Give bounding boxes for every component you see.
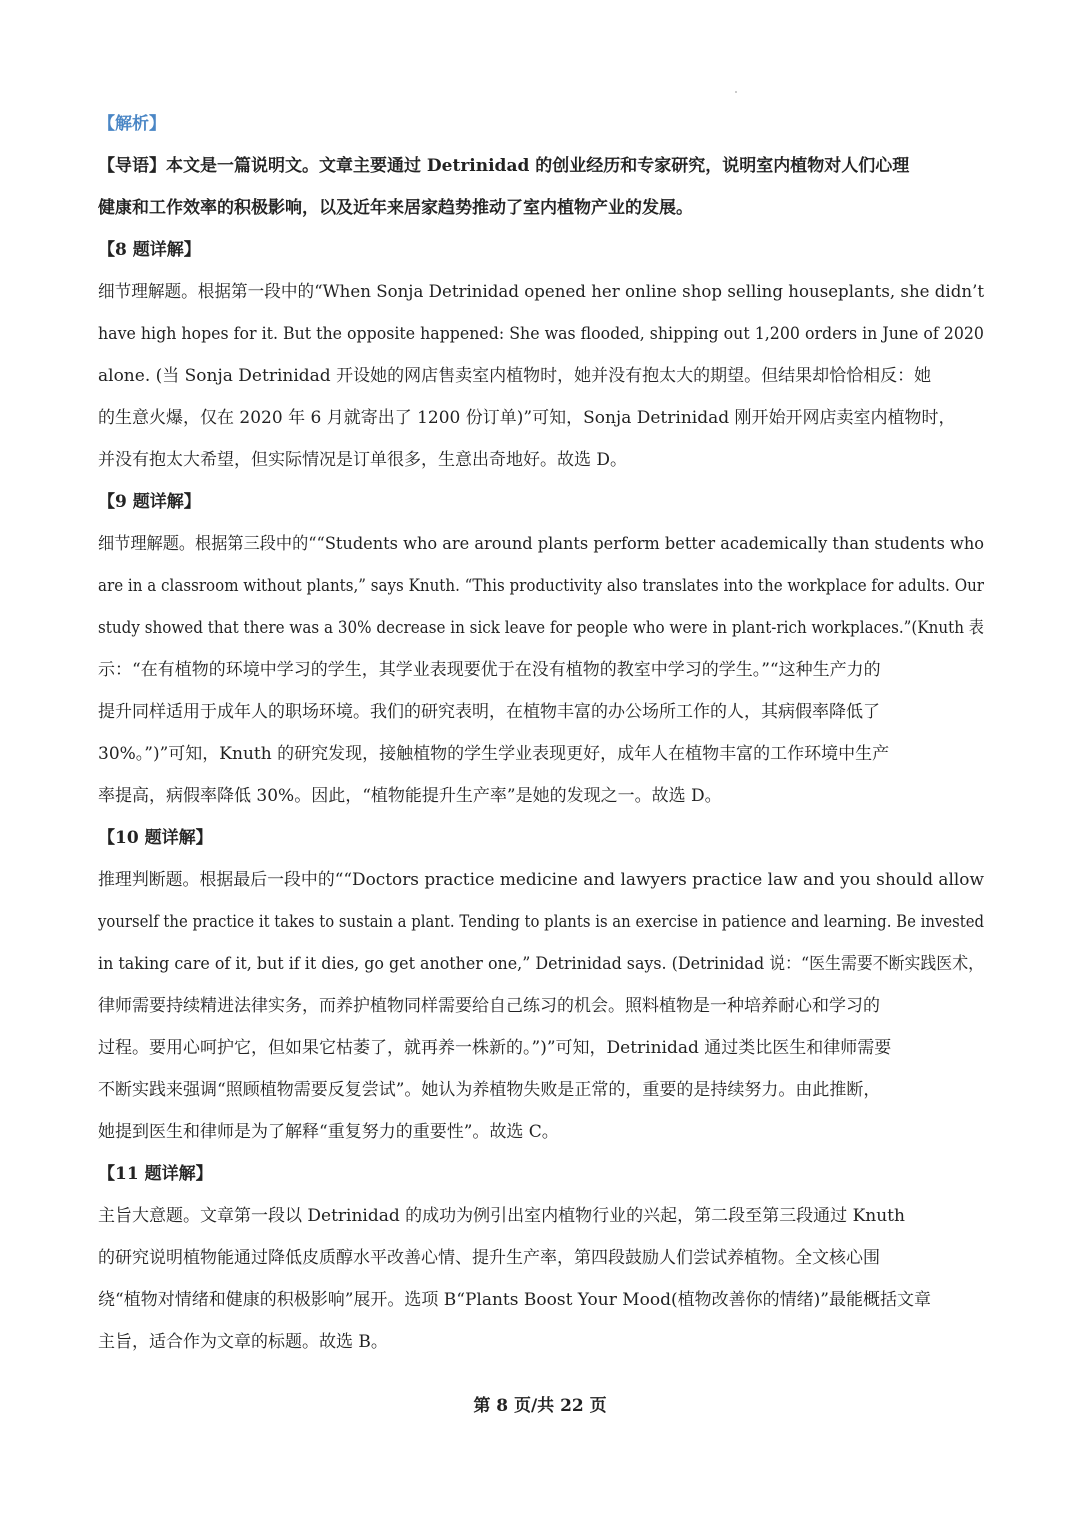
section-line: 并没有抱太大希望，但实际情况是订单很多，生意出奇地好。故选 D。 (98, 450, 628, 470)
section-heading: 【9 题详解】 (98, 492, 201, 512)
section-line: 律师需要持续精进法律实务，而养护植物同样需要给自己练习的机会。照料植物是一种培养耐心和学习的 (98, 996, 880, 1016)
document-body (98, 103, 984, 1363)
section-line: have high hopes for it. But the opposite happened: She was flooded, shipping out 1,200 orders in June of 2020 (98, 324, 984, 344)
page-number-footer: 第 8 页/共 22 页 (473, 1396, 607, 1416)
section-q8 (98, 229, 984, 481)
section-line: 她提到医生和律师是为了解释“重复努力的重要性”。故选 C。 (98, 1122, 559, 1142)
analysis-heading: 【解析】 (98, 114, 166, 134)
section-line: 30%。”)”可知，Knuth 的研究发现，接触植物的学生学业表现更好，成年人在植物丰富的工作环境中生产 (98, 744, 890, 764)
intro-paragraph (98, 145, 984, 229)
section-line: 过程。要用心呵护它，但如果它枯萎了，就再养一株新的。”)”可知，Detrinidad 通过类比医生和律师需要 (98, 1038, 892, 1058)
section-line: 率提高，病假率降低 30%。因此，“植物能提升生产率”是她的发现之一。故选 D。 (98, 786, 722, 806)
section-heading: 【11 题详解】 (98, 1164, 213, 1184)
intro-line: 【导语】本文是一篇说明文。文章主要通过 Detrinidad 的创业经历和专家研究，说明室内植物对人们心理 (98, 156, 910, 176)
section-line: 细节理解题。根据第一段中的“When Sonja Detrinidad opened her online shop selling houseplants, she didn’t (98, 282, 985, 302)
scan-speck (735, 91, 737, 93)
section-line: 示：“在有植物的环境中学习的学生，其学业表现要优于在没有植物的教室中学习的学生。”“这种生产力的 (98, 660, 881, 680)
section-q10 (98, 817, 984, 1153)
section-heading: 【8 题详解】 (98, 240, 201, 260)
section-line: 主旨大意题。文章第一段以 Detrinidad 的成功为例引出室内植物行业的兴起，第二段至第三段通过 Knuth (98, 1206, 905, 1226)
section-line: study showed that there was a 30% decrease in sick leave for people who were in plant-rich workplaces.”(Knuth 表 (98, 618, 984, 638)
section-line: 不断实践来强调“照顾植物需要反复尝试”。她认为养植物失败是正常的，重要的是持续努力。由此推断， (98, 1080, 881, 1100)
section-line: 绕“植物对情绪和健康的积极影响”展开。选项 B“Plants Boost Your Mood(植物改善你的情绪)”最能概括文章 (98, 1290, 931, 1310)
section-line: in taking care of it, but if it dies, go get another one,” Detrinidad says. (Detrinidad 说：“医生需要不断实践医术， (98, 954, 984, 974)
section-line: yourself the practice it takes to sustain a plant. Tending to plants is an exercise in patience and learning. Be invested (98, 912, 985, 932)
section-line: 的生意火爆，仅在 2020 年 6 月就寄出了 1200 份订单)”可知，Sonja Detrinidad 刚开始开网店卖室内植物时， (98, 408, 956, 428)
section-q9 (98, 481, 984, 817)
section-line: are in a classroom without plants,” says Knuth. “This productivity also translates into the workplace for adults. Our (98, 576, 985, 596)
section-line: 细节理解题。根据第三段中的““Students who are around plants perform better academically than students who (98, 534, 985, 554)
section-line: 提升同样适用于成年人的职场环境。我们的研究表明，在植物丰富的办公场所工作的人，其病假率降低了 (98, 702, 880, 722)
section-line: 推理判断题。根据最后一段中的““Doctors practice medicine and lawyers practice law and you should allow (98, 870, 984, 890)
section-line: 的研究说明植物能通过降低皮质醇水平改善心情、提升生产率，第四段鼓励人们尝试养植物。全文核心围 (98, 1248, 880, 1268)
intro-line: 健康和工作效率的积极影响，以及近年来居家趋势推动了室内植物产业的发展。 (98, 198, 693, 218)
section-line: 主旨，适合作为文章的标题。故选 B。 (98, 1332, 388, 1352)
section-line: alone. (当 Sonja Detrinidad 开设她的网店售卖室内植物时，她并没有抱太大的期望。但结果却恰恰相反：她 (98, 366, 932, 386)
section-q11 (98, 1153, 984, 1363)
section-heading: 【10 题详解】 (98, 828, 213, 848)
